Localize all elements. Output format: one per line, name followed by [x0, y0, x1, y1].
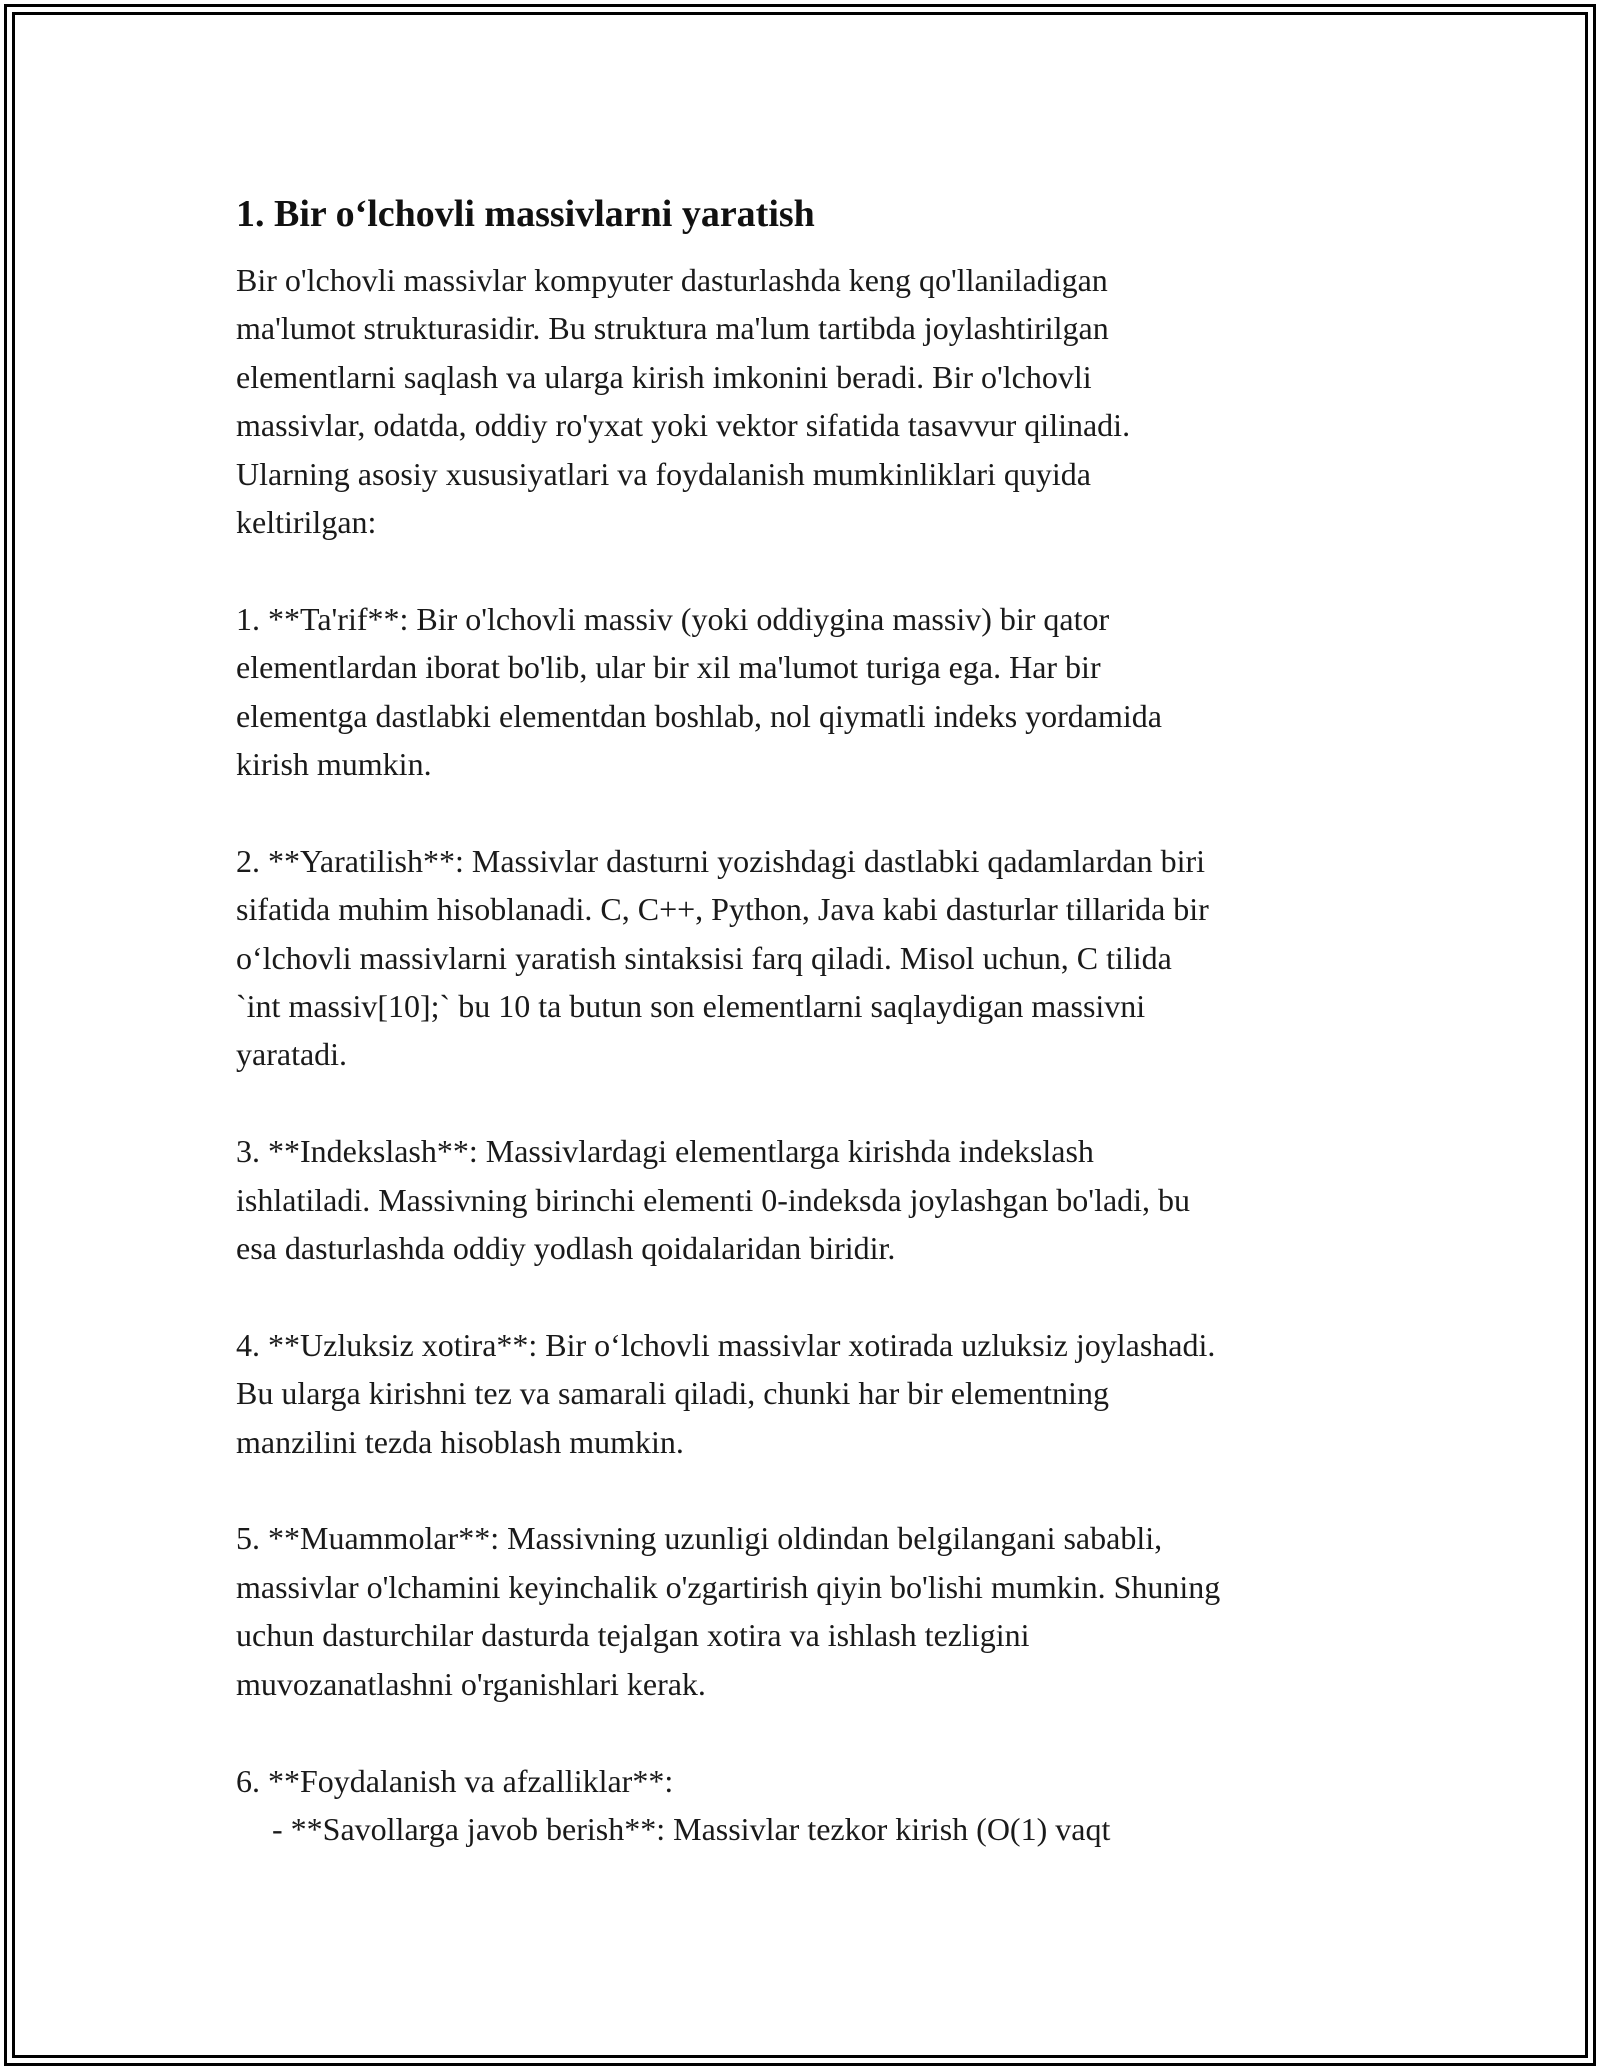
text-line: uchun dasturchilar dasturda tejalgan xotira va ishlash tezligini: [236, 1617, 1030, 1654]
text-line: muvozanatlashni o'rganishlari kerak.: [236, 1665, 706, 1702]
text-line: massivlar o'lchamini keyinchalik o'zgartirish qiyin bo'lishi mumkin. Shuning: [236, 1568, 1221, 1605]
text-line: 3. **Indekslash**: Massivlardagi elementlarga kirishda indekslash: [236, 1133, 1094, 1170]
text-line: ishlatiladi. Massivning birinchi elementi 0-indeksda joylashgan bo'ladi, bu: [236, 1181, 1191, 1218]
list-item-foydalanish: [236, 1757, 1386, 1854]
list-item-indekslash: [236, 1127, 1386, 1272]
text-line: massivlar, odatda, oddiy ro'yxat yoki vektor sifatida tasavvur qilinadi.: [236, 407, 1131, 444]
text-line: elementlarni saqlash va ularga kirish imkonini beradi. Bir o'lchovli: [236, 358, 1092, 395]
list-item-yaratilish: [236, 837, 1386, 1079]
text-line: `int massiv[10];` bu 10 ta butun son elementlarni saqlaydigan massivni: [236, 988, 1146, 1025]
text-line: o‘lchovli massivlarni yaratish sintaksisi farq qiladi. Misol uchun, C tilida: [236, 939, 1172, 976]
text-line: 2. **Yaratilish**: Massivlar dasturni yozishdagi dastlabki qadamlardan biri: [236, 842, 1206, 879]
list-item-muammolar: [236, 1514, 1386, 1708]
text-line: kirish mumkin.: [236, 746, 432, 783]
intro-paragraph: [236, 256, 1386, 546]
text-line: 1. **Ta'rif**: Bir o'lchovli massiv (yoki oddiygina massiv) bir qator: [236, 600, 1110, 637]
text-line: Ularning asosiy xususiyatlari va foydalanish mumkinliklari quyida: [236, 455, 1091, 492]
text-line: ma'lumot strukturasidir. Bu struktura ma'lum tartibda joylashtirilgan: [236, 310, 1109, 347]
text-line: Bu ularga kirishni tez va samarali qiladi, chunki har bir elementning: [236, 1375, 1109, 1412]
list-item-uzluksiz-xotira: [236, 1321, 1386, 1466]
text-line: 4. **Uzluksiz xotira**: Bir o‘lchovli massivlar xotirada uzluksiz joylashadi.: [236, 1326, 1216, 1363]
list-item-tarif: [236, 595, 1386, 789]
text-line: yaratadi.: [236, 1036, 348, 1073]
text-line: 5. **Muammolar**: Massivning uzunligi oldindan belgilangani sababli,: [236, 1520, 1163, 1557]
text-line: keltirilgan:: [236, 504, 377, 541]
text-line: sifatida muhim hisoblanadi. C, C++, Python, Java kabi dasturlar tillarida bir: [236, 891, 1209, 928]
text-line: elementga dastlabki elementdan boshlab, nol qiymatli indeks yordamida: [236, 697, 1162, 734]
document-body: [236, 188, 1386, 1902]
text-line: Bir o'lchovli massivlar kompyuter dasturlashda keng qo'llaniladigan: [236, 262, 1108, 298]
text-line: elementlardan iborat bo'lib, ular bir xil ma'lumot turiga ega. Har bir: [236, 649, 1101, 686]
document-title: 1. Bir o‘lchovli massivlarni yaratish: [236, 193, 815, 235]
text-line: 6. **Foydalanish va afzalliklar**:: [236, 1762, 674, 1799]
text-line: esa dasturlashda oddiy yodlash qoidalaridan biridir.: [236, 1230, 896, 1267]
sub-list-item: - **Savollarga javob berish**: Massivlar tezkor kirish (O(1) vaqt: [272, 1810, 1111, 1847]
text-line: manzilini tezda hisoblash mumkin.: [236, 1423, 684, 1460]
